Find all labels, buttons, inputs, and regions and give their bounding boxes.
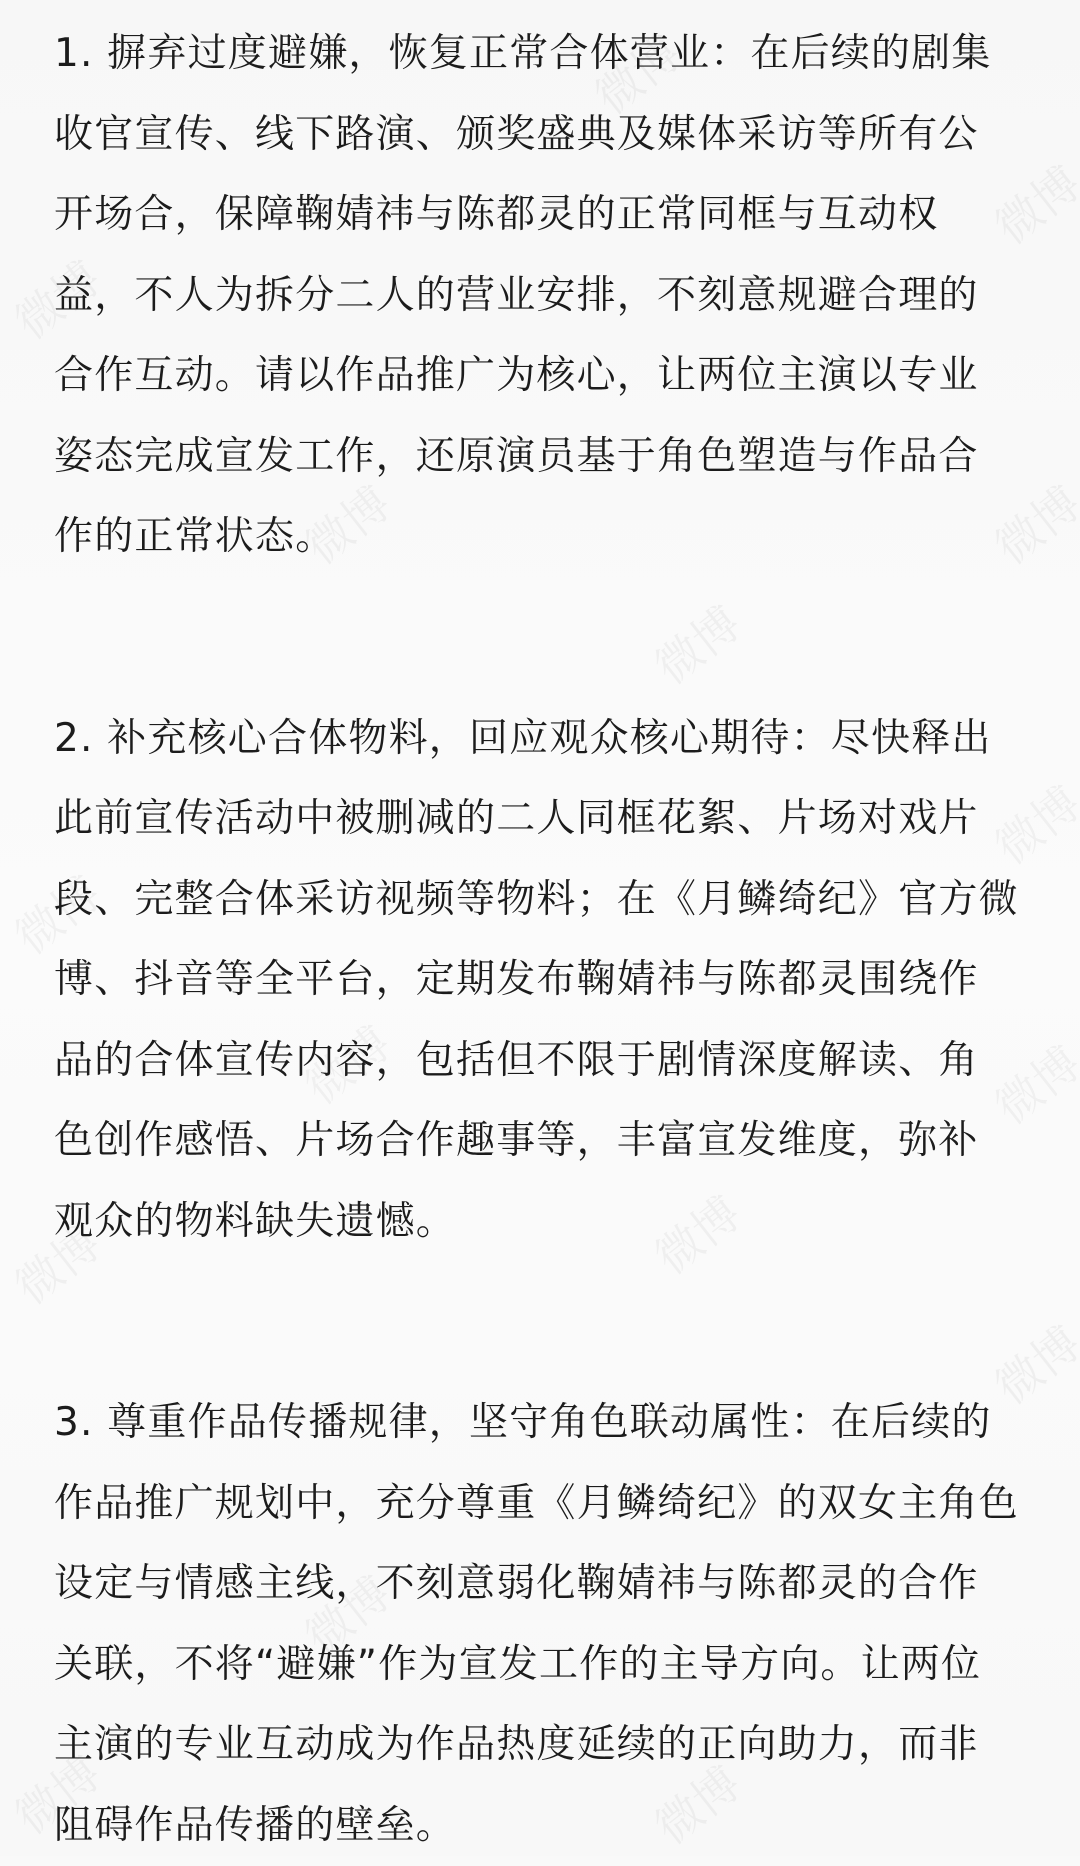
document-body xyxy=(54,14,1054,1866)
text-line: 1. 摒弃过度避嫌，恢复正常合体营业：在后续的剧集 xyxy=(54,14,1054,95)
paragraph-spacer xyxy=(54,1262,1054,1383)
text-line: 开场合，保障鞠婧祎与陈都灵的正常同框与互动权 xyxy=(54,175,1054,256)
text-line: 段、完整合体采访视频等物料；在《月鳞绮纪》官方微 xyxy=(54,860,1054,941)
text-line: 作的正常状态。 xyxy=(54,497,1054,578)
text-line: 2. 补充核心合体物料，回应观众核心期待：尽快释出 xyxy=(54,699,1054,780)
text-line: 品的合体宣传内容，包括但不限于剧情深度解读、角 xyxy=(54,1021,1054,1102)
text-line: 关联，不将“避嫌”作为宣发工作的主导方向。让两位 xyxy=(54,1625,1054,1706)
text-line: 色创作感悟、片场合作趣事等，丰富宣发维度，弥补 xyxy=(54,1101,1054,1182)
text-line: 收官宣传、线下路演、颁奖盛典及媒体采访等所有公 xyxy=(54,95,1054,176)
paragraph-2 xyxy=(54,699,1054,1263)
paragraph-3 xyxy=(54,1383,1054,1866)
text-line: 姿态完成宣发工作，还原演员基于角色塑造与作品合 xyxy=(54,417,1054,498)
paragraph-spacer xyxy=(54,578,1054,699)
text-line: 观众的物料缺失遗憾。 xyxy=(54,1182,1054,1263)
text-line: 主演的专业互动成为作品热度延续的正向助力，而非 xyxy=(54,1705,1054,1786)
text-line: 合作互动。请以作品推广为核心，让两位主演以专业 xyxy=(54,336,1054,417)
paragraph-1 xyxy=(54,14,1054,578)
text-line: 益，不人为拆分二人的营业安排，不刻意规避合理的 xyxy=(54,256,1054,337)
text-line: 博、抖音等全平台，定期发布鞠婧祎与陈都灵围绕作 xyxy=(54,940,1054,1021)
text-line: 作品推广规划中，充分尊重《月鳞绮纪》的双女主角色 xyxy=(54,1464,1054,1545)
text-line: 阻碍作品传播的壁垒。 xyxy=(54,1786,1054,1866)
text-line: 3. 尊重作品传播规律，坚守角色联动属性：在后续的 xyxy=(54,1383,1054,1464)
text-line: 此前宣传活动中被删减的二人同框花絮、片场对戏片 xyxy=(54,779,1054,860)
text-line: 设定与情感主线，不刻意弱化鞠婧祎与陈都灵的合作 xyxy=(54,1544,1054,1625)
